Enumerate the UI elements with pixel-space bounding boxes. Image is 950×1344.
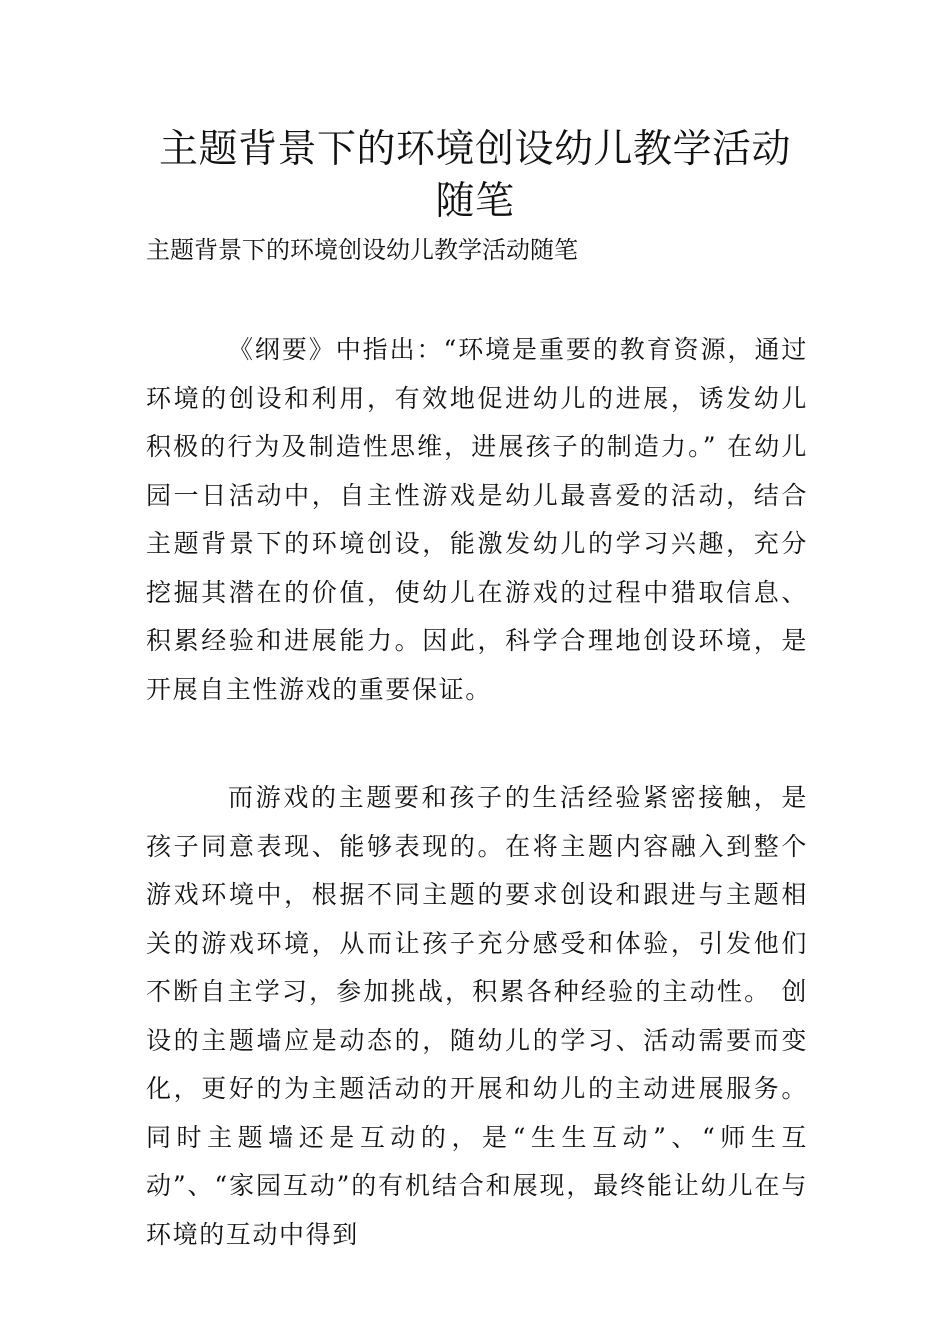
document-title: 主题背景下的环境创设幼儿教学活动随笔 xyxy=(158,127,791,224)
body-paragraph-1: 《纲要》中指出：“环境是重要的教育资源，通过环境的创设和利用，有效地促进幼儿的进展，诱发幼儿积极的行为及制造性思维，进展孩子的制造力。” 在幼儿园一日活动中，自主性游戏是幼儿最喜爱的活动，结合主题背景下的环境创设，能激发幼儿的学习兴趣，充分挖掘其潜在的价值，使幼儿在游戏的过程中猎取信息、积累经验和进展能力。因此，科学合理地创设环境，是开展自主性游戏的重要保证。 xyxy=(146,335,808,704)
document-subtitle: 主题背景下的环境创设幼儿教学活动随笔 xyxy=(146,236,578,264)
body-paragraph-2: 而游戏的主题要和孩子的生活经验紧密接触，是孩子同意表现、能够表现的。在将主题内容融入到整个游戏环境中，根据不同主题的要求创设和跟进与主题相关的游戏环境，从而让孩子充分感受和体验，引发他们不断自主学习，参加挑战，积累各种经验的主动性。 创设的主题墙应是动态的，随幼儿的学习、活动需要而变化，更好的为主题活动的开展和幼儿的主动进展服务。同时主题墙还是互动的，是“生生互动”、“师生互动”、“家园互动”的有机结合和展现，最终能让幼儿在与环境的互动中得到 xyxy=(146,783,808,1249)
